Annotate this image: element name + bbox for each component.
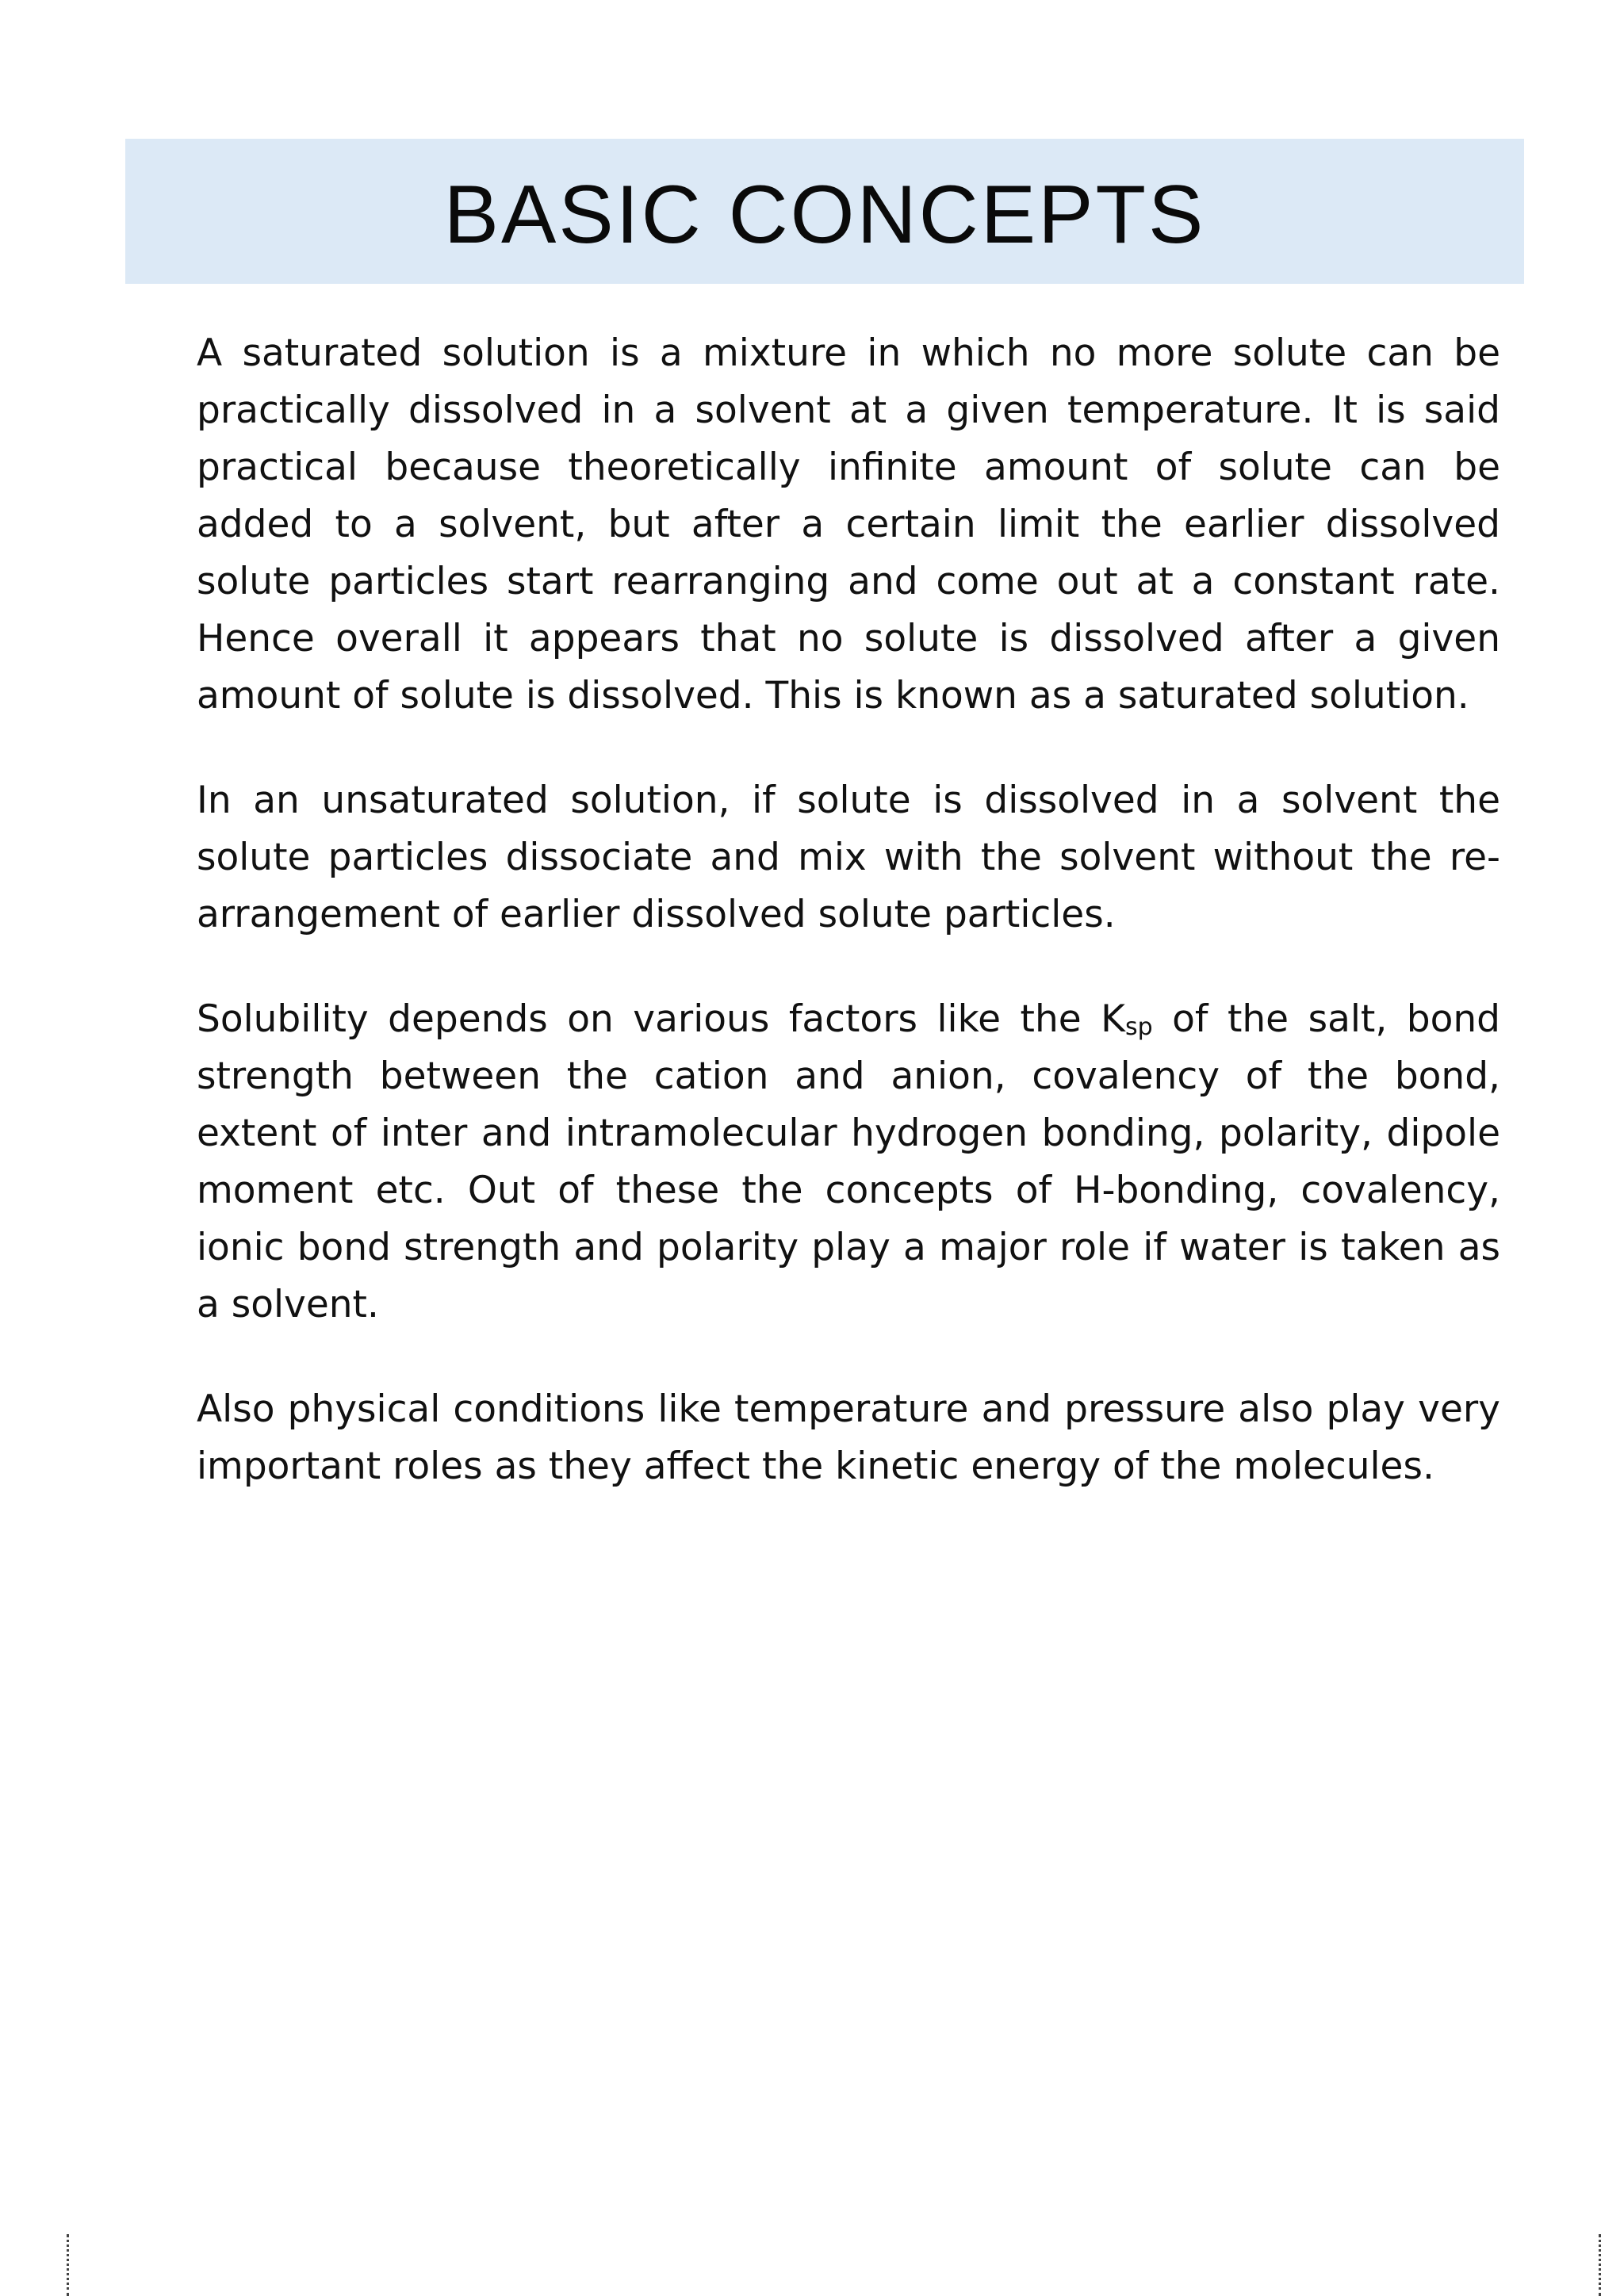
right-margin-dotted-mark [1599, 2234, 1601, 2296]
title-banner [125, 139, 1524, 284]
page-title: BASIC CONCEPTS [443, 168, 1206, 261]
paragraph-solubility-factors [197, 991, 1500, 1334]
paragraph-unsaturated-solution: In an unsaturated solution, if solute is dissolved in a solvent the solute particles dissociate and mix with the solvent without the re-arrangement of earlier dissolved solute particles. [197, 779, 1500, 936]
body-text [197, 325, 1500, 1543]
paragraph-saturated-solution: A saturated solution is a mixture in which no more solute can be practically dissolved in a solvent at a given temperature. It is said practical because theoretically infinite amount of solute can be added to a solvent, but after a certain limit the earlier dissolved solute particles start rearranging and come out at a constant rate. Hence overall it appears that no solute is dissolved after a given amount of solute is dissolved. This is known as a saturated solution. [197, 331, 1500, 718]
paragraph-physical-conditions: Also physical conditions like temperature and pressure also play very important roles as they affect the kinetic energy of the molecules. [197, 1387, 1500, 1488]
solubility-text-end: of the salt, bond strength between the cation and anion, covalency of the bond, extent of inter and intramolecular hydrogen bonding, polarity, dipole moment etc. Out of these the concepts of H-bonding, covalency, ionic bond strength and polarity play a major role if water is taken as a solvent. [197, 997, 1501, 1326]
left-margin-dotted-mark [67, 2234, 69, 2296]
solubility-text-start: Solubility depends on various factors like the K [197, 997, 1125, 1041]
ksp-subscript: sp [1125, 1013, 1153, 1041]
